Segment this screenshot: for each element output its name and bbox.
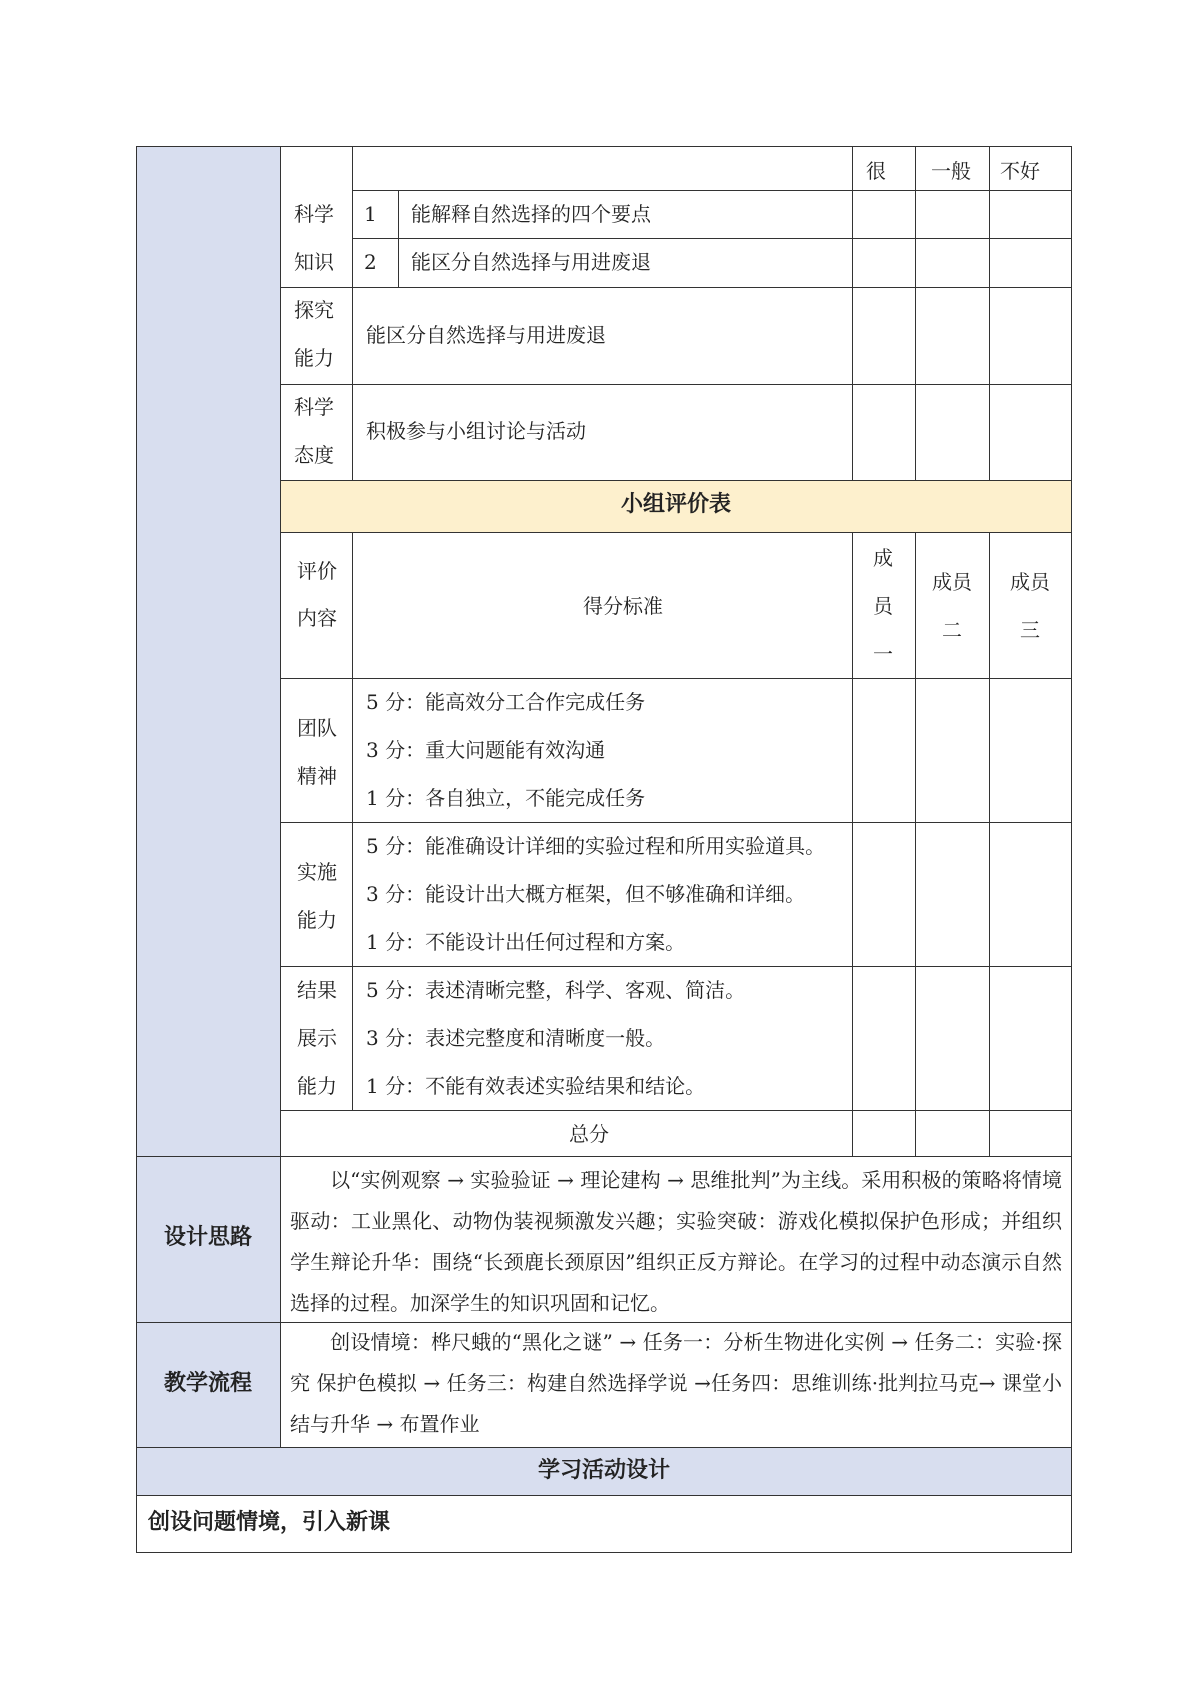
member-one-header-3: 一 [873,642,893,666]
inquiry-label-2: 能力 [294,346,334,370]
attitude-text: 积极参与小组讨论与活动 [366,419,586,443]
presentation-line-1: 5 分：表述清晰完整，科学、客观、简洁。 [366,978,746,1002]
lesson-plan-table [136,146,1072,1553]
sci-knowledge-item-2-text: 能区分自然选择与用进废退 [411,250,651,274]
attitude-label-2: 态度 [294,443,334,467]
rating-header-very: 很 [866,159,886,183]
attitude-label-1: 科学 [294,395,334,419]
eval-content-header-1: 评价 [297,559,337,583]
design-text [290,1160,1062,1324]
sci-knowledge-label-1: 科学 [294,202,334,226]
member-two-header-1: 成员 [932,570,972,594]
eval-content-header-2: 内容 [297,606,337,630]
left-column-shade [136,146,280,1156]
total-score-label: 总分 [569,1122,609,1146]
implementation-line-2: 3 分：能设计出大概方框架，但不够准确和详细。 [366,882,806,906]
sci-knowledge-item-1-num: 1 [364,202,377,226]
presentation-label-3: 能力 [297,1074,337,1098]
group-eval-title: 小组评价表 [620,492,731,517]
presentation-label-2: 展示 [297,1026,337,1050]
member-three-header-2: 三 [1020,618,1040,642]
teamwork-line-2: 3 分：重大问题能有效沟通 [366,738,606,762]
member-one-header-2: 员 [873,594,893,618]
presentation-line-2: 3 分：表述完整度和清晰度一般。 [366,1026,666,1050]
activity-subtitle: 创设问题情境，引入新课 [148,1510,391,1535]
activity-title: 学习活动设计 [537,1458,670,1483]
teamwork-line-3: 1 分：各自独立，不能完成任务 [366,786,646,810]
rating-header-average: 一般 [931,159,971,183]
sci-knowledge-item-2-num: 2 [364,250,377,274]
design-text-content: 以“实例观察 → 实验验证 → 理论建构 → 思维批判”为主线。采用积极的策略将情境驱动：工业黑化、动物伪装视频激发兴趣；实验突破：游戏化模拟保护色形成；并组织学生辩论升华：围绕“长颈鹿长颈原因”组织正反方辩论。在学习的过程中动态演示自然选择的过程。加深学生的知识巩固和记忆。 [290,1168,1062,1315]
presentation-label-1: 结果 [297,978,337,1002]
implementation-line-3: 1 分：不能设计出任何过程和方案。 [366,930,686,954]
process-text [290,1322,1062,1445]
inquiry-label-1: 探究 [294,298,334,322]
process-label: 教学流程 [163,1371,252,1396]
implementation-line-1: 5 分：能准确设计详细的实验过程和所用实验道具。 [366,834,826,858]
implementation-label-2: 能力 [297,908,337,932]
member-two-header-2: 二 [942,618,962,642]
implementation-label-1: 实施 [297,860,337,884]
member-three-header-1: 成员 [1010,570,1050,594]
member-one-header-1: 成 [873,546,893,570]
design-label: 设计思路 [163,1225,252,1250]
inquiry-text: 能区分自然选择与用进废退 [366,323,606,347]
teamwork-label-2: 精神 [297,764,337,788]
presentation-line-3: 1 分：不能有效表述实验结果和结论。 [366,1074,706,1098]
sci-knowledge-item-1-text: 能解释自然选择的四个要点 [411,202,651,226]
teamwork-line-1: 5 分：能高效分工合作完成任务 [366,690,646,714]
process-text-content: 创设情境：桦尺蛾的“黑化之谜” → 任务一：分析生物进化实例 → 任务二：实验·探究 保护色模拟 → 任务三：构建自然选择学说 →任务四：思维训练·批判拉马克→ 课堂小结与升华 → 布置作业 [290,1330,1062,1436]
rating-header-poor: 不好 [1000,159,1040,183]
sci-knowledge-label-2: 知识 [294,250,334,274]
criteria-header: 得分标准 [583,594,663,618]
teamwork-label-1: 团队 [297,716,337,740]
